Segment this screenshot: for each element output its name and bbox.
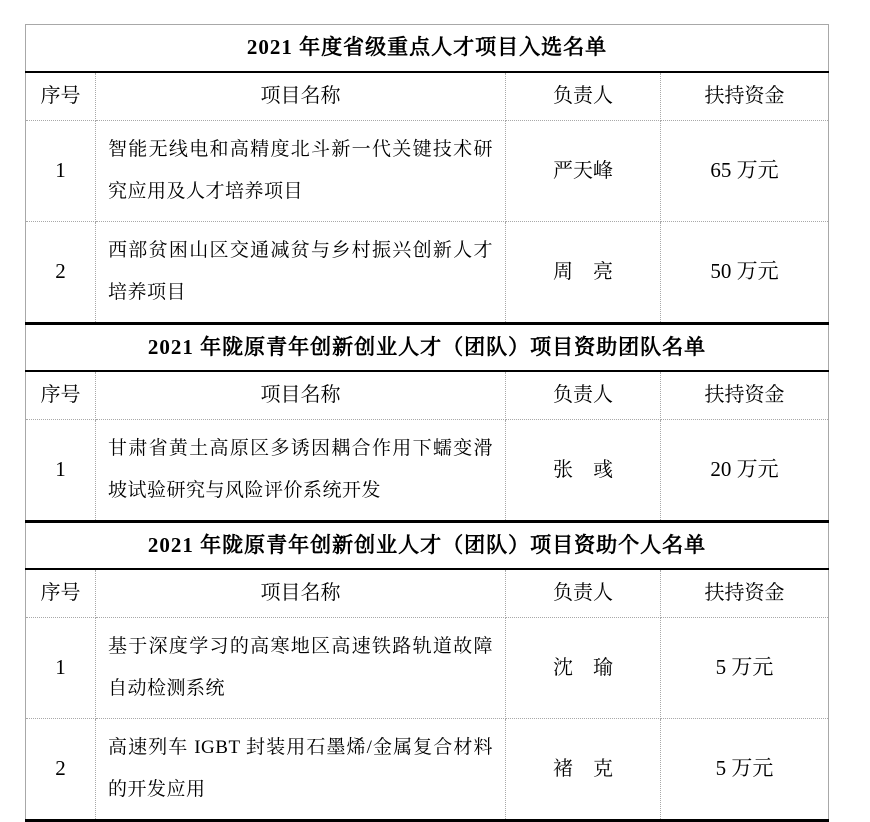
fund-amount: 65 万元 — [661, 121, 829, 222]
table-row — [26, 72, 829, 121]
column-header-fund: 扶持资金 — [661, 569, 829, 618]
talent-project-funding-table — [25, 24, 829, 822]
row-number: 1 — [26, 121, 96, 222]
column-header-leader: 负责人 — [506, 569, 661, 618]
section-title-provincial-key: 2021 年度省级重点人才项目入选名单 — [26, 25, 829, 72]
leader-name: 褚 克 — [506, 719, 661, 821]
column-header-fund: 扶持资金 — [661, 72, 829, 121]
column-header-project: 项目名称 — [96, 72, 506, 121]
project-name: 西部贫困山区交通减贫与乡村振兴创新人才培养项目 — [96, 222, 506, 324]
fund-amount: 20 万元 — [661, 420, 829, 522]
column-header-leader: 负责人 — [506, 72, 661, 121]
column-header-project: 项目名称 — [96, 371, 506, 420]
leader-name: 张 彧 — [506, 420, 661, 522]
table-row — [26, 618, 829, 719]
column-header-no: 序号 — [26, 569, 96, 618]
table-row — [26, 569, 829, 618]
row-number: 1 — [26, 618, 96, 719]
fund-amount: 5 万元 — [661, 618, 829, 719]
section-title-individual-funding: 2021 年陇原青年创新创业人才（团队）项目资助个人名单 — [26, 522, 829, 569]
table-row — [26, 420, 829, 522]
column-header-leader: 负责人 — [506, 371, 661, 420]
project-name: 智能无线电和高精度北斗新一代关键技术研究应用及人才培养项目 — [96, 121, 506, 222]
row-number: 1 — [26, 420, 96, 522]
table-row — [26, 25, 829, 72]
table-row — [26, 222, 829, 324]
project-name: 基于深度学习的高寒地区高速铁路轨道故障自动检测系统 — [96, 618, 506, 719]
leader-name: 周 亮 — [506, 222, 661, 324]
table-row — [26, 371, 829, 420]
section-title-team-funding: 2021 年陇原青年创新创业人才（团队）项目资助团队名单 — [26, 324, 829, 371]
project-name: 甘肃省黄土高原区多诱因耦合作用下蠕变滑坡试验研究与风险评价系统开发 — [96, 420, 506, 522]
row-number: 2 — [26, 222, 96, 324]
leader-name: 严天峰 — [506, 121, 661, 222]
table-row — [26, 719, 829, 821]
fund-amount: 5 万元 — [661, 719, 829, 821]
fund-amount: 50 万元 — [661, 222, 829, 324]
column-header-no: 序号 — [26, 72, 96, 121]
table-row — [26, 522, 829, 569]
leader-name: 沈 瑜 — [506, 618, 661, 719]
table-row — [26, 121, 829, 222]
table-row — [26, 324, 829, 371]
row-number: 2 — [26, 719, 96, 821]
column-header-project: 项目名称 — [96, 569, 506, 618]
column-header-no: 序号 — [26, 371, 96, 420]
project-name: 高速列车 IGBT 封装用石墨烯/金属复合材料的开发应用 — [96, 719, 506, 821]
column-header-fund: 扶持资金 — [661, 371, 829, 420]
